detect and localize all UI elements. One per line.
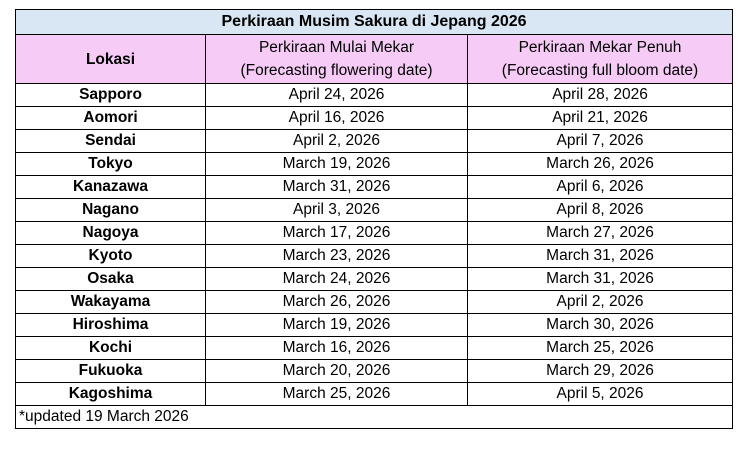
table-row bbox=[16, 130, 733, 153]
full-bloom-date-cell: April 2, 2026 bbox=[468, 291, 733, 314]
table-body bbox=[16, 84, 733, 406]
full-bloom-date-cell: April 28, 2026 bbox=[468, 84, 733, 107]
flowering-date-cell: March 26, 2026 bbox=[206, 291, 468, 314]
location-cell: Kanazawa bbox=[16, 176, 206, 199]
table-row bbox=[16, 199, 733, 222]
header-start-date bbox=[206, 35, 468, 84]
table-row bbox=[16, 337, 733, 360]
location-cell: Tokyo bbox=[16, 153, 206, 176]
flowering-date-cell: April 16, 2026 bbox=[206, 107, 468, 130]
table-header-row bbox=[16, 35, 733, 84]
flowering-date-cell: March 17, 2026 bbox=[206, 222, 468, 245]
table-row bbox=[16, 84, 733, 107]
flowering-date-cell: March 24, 2026 bbox=[206, 268, 468, 291]
footnote-row bbox=[16, 406, 733, 429]
header-start-line2: (Forecasting flowering date) bbox=[240, 62, 433, 79]
table-row bbox=[16, 245, 733, 268]
header-full-line2: (Forecasting full bloom date) bbox=[501, 62, 699, 79]
full-bloom-date-cell: April 8, 2026 bbox=[468, 199, 733, 222]
full-bloom-date-cell: March 25, 2026 bbox=[468, 337, 733, 360]
location-cell: Kochi bbox=[16, 337, 206, 360]
location-cell: Kagoshima bbox=[16, 383, 206, 406]
sakura-forecast-table bbox=[15, 9, 733, 429]
table-row bbox=[16, 153, 733, 176]
location-cell: Wakayama bbox=[16, 291, 206, 314]
full-bloom-date-cell: April 5, 2026 bbox=[468, 383, 733, 406]
location-cell: Kyoto bbox=[16, 245, 206, 268]
table-row bbox=[16, 383, 733, 406]
flowering-date-cell: April 3, 2026 bbox=[206, 199, 468, 222]
header-location: Lokasi bbox=[16, 35, 206, 84]
table-row bbox=[16, 107, 733, 130]
table-title: Perkiraan Musim Sakura di Jepang 2026 bbox=[16, 10, 733, 35]
location-cell: Sapporo bbox=[16, 84, 206, 107]
full-bloom-date-cell: March 31, 2026 bbox=[468, 268, 733, 291]
sakura-forecast-document bbox=[15, 9, 732, 429]
table-row bbox=[16, 176, 733, 199]
flowering-date-cell: March 16, 2026 bbox=[206, 337, 468, 360]
flowering-date-cell: March 20, 2026 bbox=[206, 360, 468, 383]
location-cell: Nagano bbox=[16, 199, 206, 222]
flowering-date-cell: March 23, 2026 bbox=[206, 245, 468, 268]
location-cell: Hiroshima bbox=[16, 314, 206, 337]
update-note: *updated 19 March 2026 bbox=[16, 406, 733, 429]
flowering-date-cell: March 25, 2026 bbox=[206, 383, 468, 406]
full-bloom-date-cell: April 7, 2026 bbox=[468, 130, 733, 153]
location-cell: Nagoya bbox=[16, 222, 206, 245]
location-cell: Aomori bbox=[16, 107, 206, 130]
table-row bbox=[16, 360, 733, 383]
full-bloom-date-cell: April 21, 2026 bbox=[468, 107, 733, 130]
table-row bbox=[16, 268, 733, 291]
table-title-row bbox=[16, 10, 733, 35]
full-bloom-date-cell: March 30, 2026 bbox=[468, 314, 733, 337]
header-start-line1: Perkiraan Mulai Mekar bbox=[258, 39, 415, 56]
location-cell: Osaka bbox=[16, 268, 206, 291]
flowering-date-cell: March 19, 2026 bbox=[206, 153, 468, 176]
full-bloom-date-cell: March 31, 2026 bbox=[468, 245, 733, 268]
header-full-line1: Perkiraan Mekar Penuh bbox=[518, 39, 682, 56]
location-cell: Fukuoka bbox=[16, 360, 206, 383]
full-bloom-date-cell: March 29, 2026 bbox=[468, 360, 733, 383]
full-bloom-date-cell: March 26, 2026 bbox=[468, 153, 733, 176]
flowering-date-cell: April 24, 2026 bbox=[206, 84, 468, 107]
table-row bbox=[16, 222, 733, 245]
table-row bbox=[16, 314, 733, 337]
full-bloom-date-cell: March 27, 2026 bbox=[468, 222, 733, 245]
flowering-date-cell: March 19, 2026 bbox=[206, 314, 468, 337]
header-full-bloom bbox=[468, 35, 733, 84]
full-bloom-date-cell: April 6, 2026 bbox=[468, 176, 733, 199]
table-row bbox=[16, 291, 733, 314]
location-cell: Sendai bbox=[16, 130, 206, 153]
flowering-date-cell: April 2, 2026 bbox=[206, 130, 468, 153]
flowering-date-cell: March 31, 2026 bbox=[206, 176, 468, 199]
